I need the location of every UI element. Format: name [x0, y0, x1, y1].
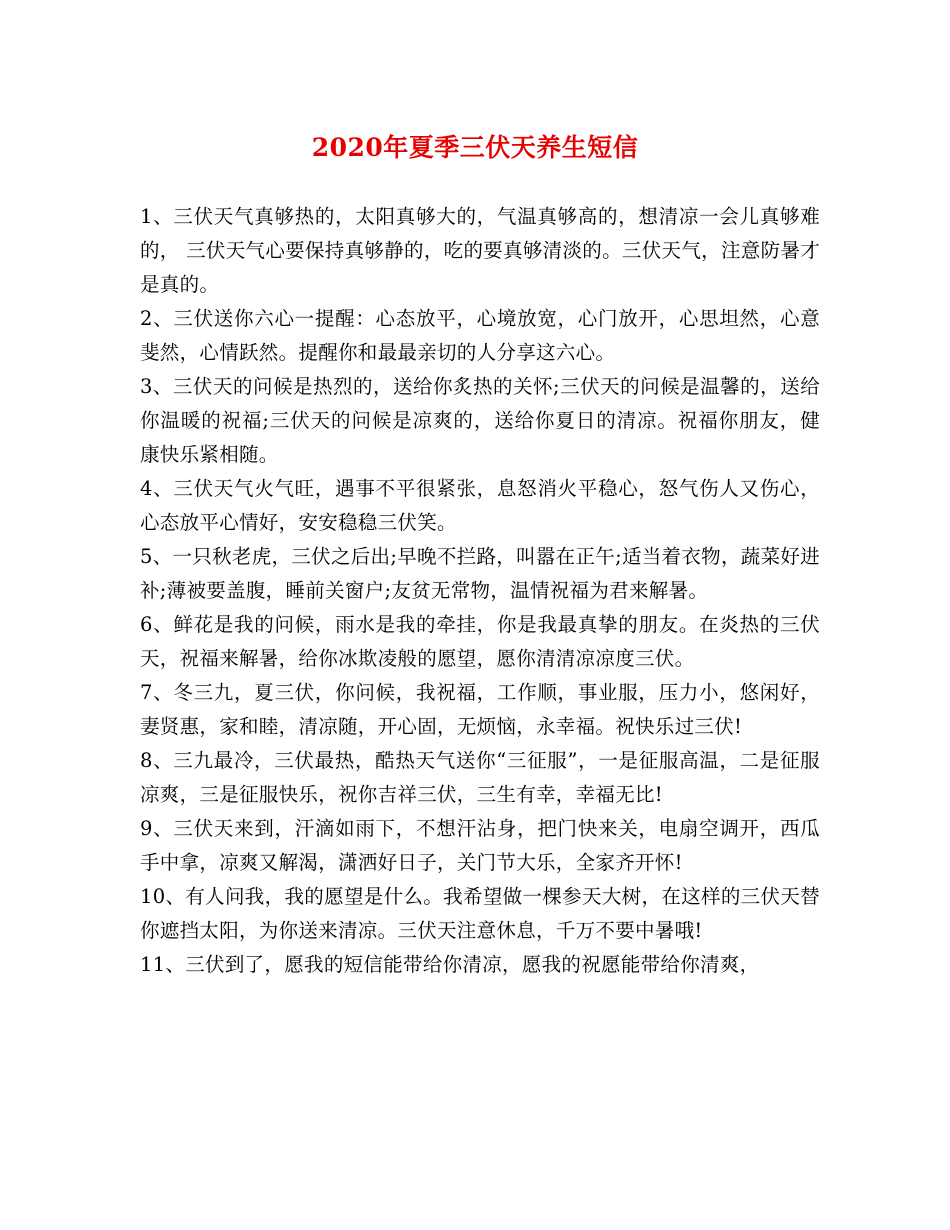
paragraph-11: 11、三伏到了，愿我的短信能带给你清凉，愿我的祝愿能带给你清爽，: [140, 953, 760, 976]
paragraph-10: 10、有人问我，我的愿望是什么。我希望做一棵参天大树，在这样的三伏天替你遮挡太阳，为你送来清凉。三伏天注意休息，千万不要中暑哦!: [140, 885, 820, 942]
paragraph-1: 1、三伏天气真够热的，太阳真够大的，气温真够高的，想清凉一会儿真够难的， 三伏天气心要保持真够静的，吃的要真够清淡的。三伏天气，注意防暑才是真的。: [140, 205, 820, 296]
paragraph-7: 7、冬三九，夏三伏，你问候，我祝福，工作顺，事业服，压力小，悠闲好，妻贤惠，家和睦，清凉随，开心固，无烦恼，永幸福。祝快乐过三伏!: [140, 681, 820, 738]
paragraph-8: 8、三九最冷，三伏最热，酷热天气送你“三征服”，一是征服高温，二是征服凉爽，三是征服快乐，祝你吉祥三伏，三生有幸，幸福无比!: [140, 749, 820, 806]
paragraph-9: 9、三伏天来到，汗滴如雨下，不想汗沾身，把门快来关，电扇空调开，西瓜手中拿，凉爽又解渴，潇洒好日子，关门节大乐，全家齐开怀!: [140, 817, 820, 874]
paragraph-6: 6、鲜花是我的问候，雨水是我的牵挂，你是我最真挚的朋友。在炎热的三伏天，祝福来解暑，给你冰欺凌般的愿望，愿你清清凉凉度三伏。: [140, 613, 820, 670]
paragraph-3: 3、三伏天的问候是热烈的，送给你炙热的关怀;三伏天的问候是温馨的，送给你温暖的祝福;三伏天的问候是凉爽的，送给你夏日的清凉。祝福你朋友，健康快乐紧相随。: [140, 375, 820, 466]
paragraph-2: 2、三伏送你六心一提醒：心态放平，心境放宽，心门放开，心思坦然，心意斐然，心情跃然。提醒你和最最亲切的人分享这六心。: [140, 307, 820, 364]
document-title: 2020年夏季三伏天养生短信: [311, 133, 639, 162]
paragraph-5: 5、一只秋老虎，三伏之后出;早晚不拦路，叫嚣在正午;适当着衣物，蔬菜好进补;薄被要盖腹，睡前关窗户;友贫无常物，温情祝福为君来解暑。: [140, 545, 820, 602]
paragraph-4: 4、三伏天气火气旺，遇事不平很紧张，息怒消火平稳心，怒气伤人又伤心，心态放平心情好，安安稳稳三伏笑。: [140, 477, 820, 534]
document-body: [140, 200, 820, 982]
